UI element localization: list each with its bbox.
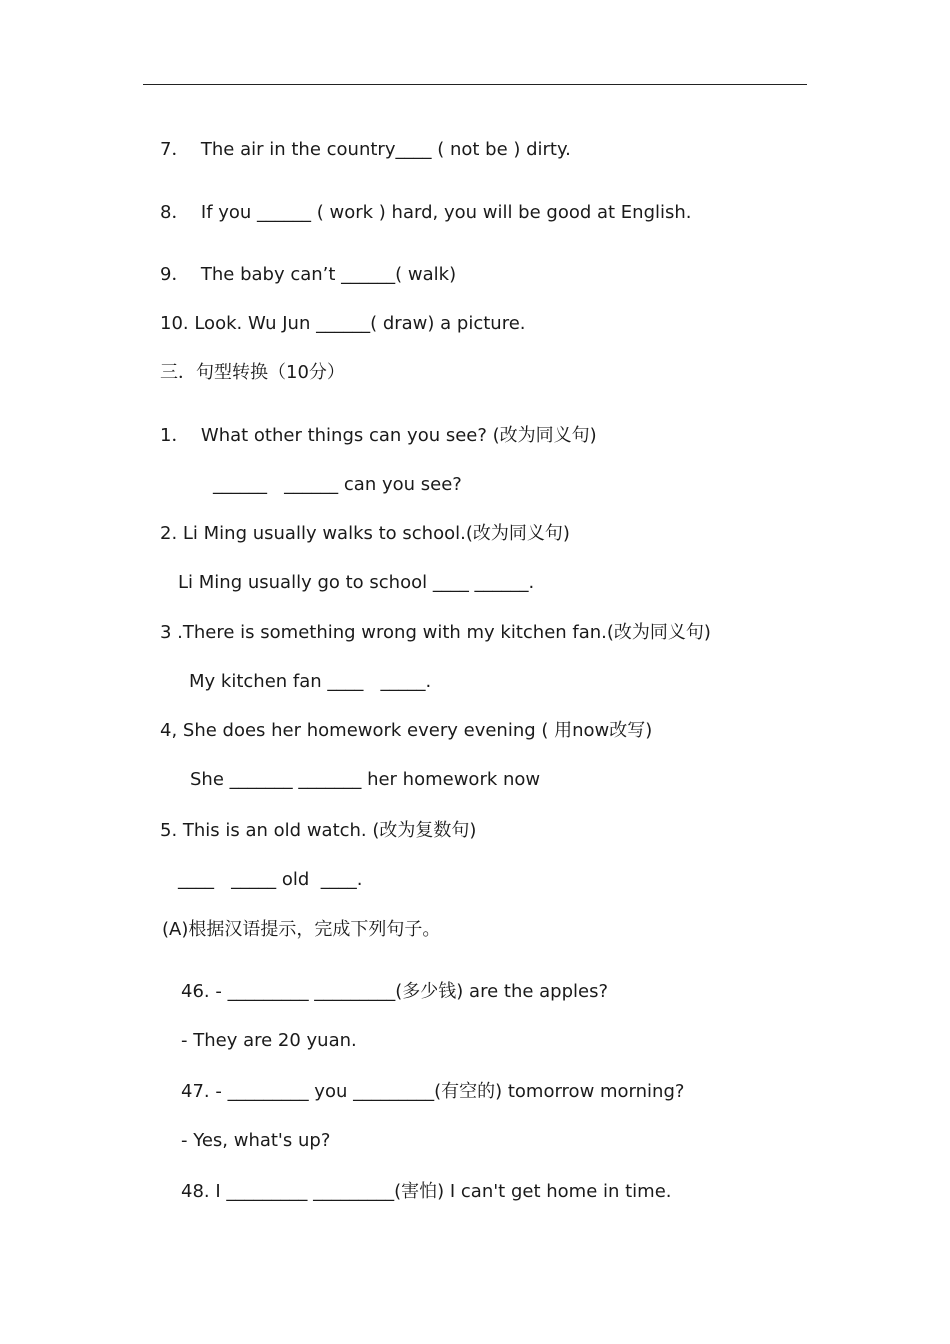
section-heading-chinese-hints: (A)根据汉语提示，完成下列句子。 <box>162 919 441 940</box>
header-rule <box>143 84 807 85</box>
exercise-8: 8． If you ______ ( work ) hard, you will be good at English. <box>160 202 692 223</box>
exercise-10: 10. Look. Wu Jun ______( draw) a picture. <box>160 313 526 334</box>
transform-answer-5: ____ _____ old ____. <box>178 869 363 890</box>
section-heading-sentence-transform: 三．句型转换（10分） <box>160 362 345 383</box>
question-48: 48. I _________ _________(害怕) I can't get home in time. <box>181 1181 672 1202</box>
transform-answer-3: My kitchen fan ____ _____. <box>189 671 432 692</box>
question-47: 47. - _________ you _________(有空的) tomorrow morning? <box>181 1081 685 1102</box>
question-46: 46. - _________ _________(多少钱) are the apples? <box>181 981 609 1002</box>
answer-46: - They are 20 yuan. <box>181 1030 357 1051</box>
transform-question-2: 2. Li Ming usually walks to school.(改为同义句) <box>160 523 570 544</box>
transform-question-5: 5. This is an old watch. (改为复数句) <box>160 820 477 841</box>
transform-question-3: 3 .There is something wrong with my kitchen fan.(改为同义句) <box>160 622 711 643</box>
transform-answer-4: She _______ _______ her homework now <box>190 769 541 790</box>
transform-question-4: 4, She does her homework every evening ( 用now改写) <box>160 720 653 741</box>
answer-47: - Yes, what's up? <box>181 1130 331 1151</box>
transform-answer-1: ______ ______ can you see? <box>213 474 462 495</box>
transform-question-1: 1． What other things can you see? (改为同义句) <box>160 425 597 446</box>
exercise-9: 9． The baby can’t ______( walk) <box>160 264 457 285</box>
exercise-7: 7． The air in the country____ ( not be ) dirty. <box>160 139 571 160</box>
transform-answer-2: Li Ming usually go to school ____ ______. <box>178 572 535 593</box>
